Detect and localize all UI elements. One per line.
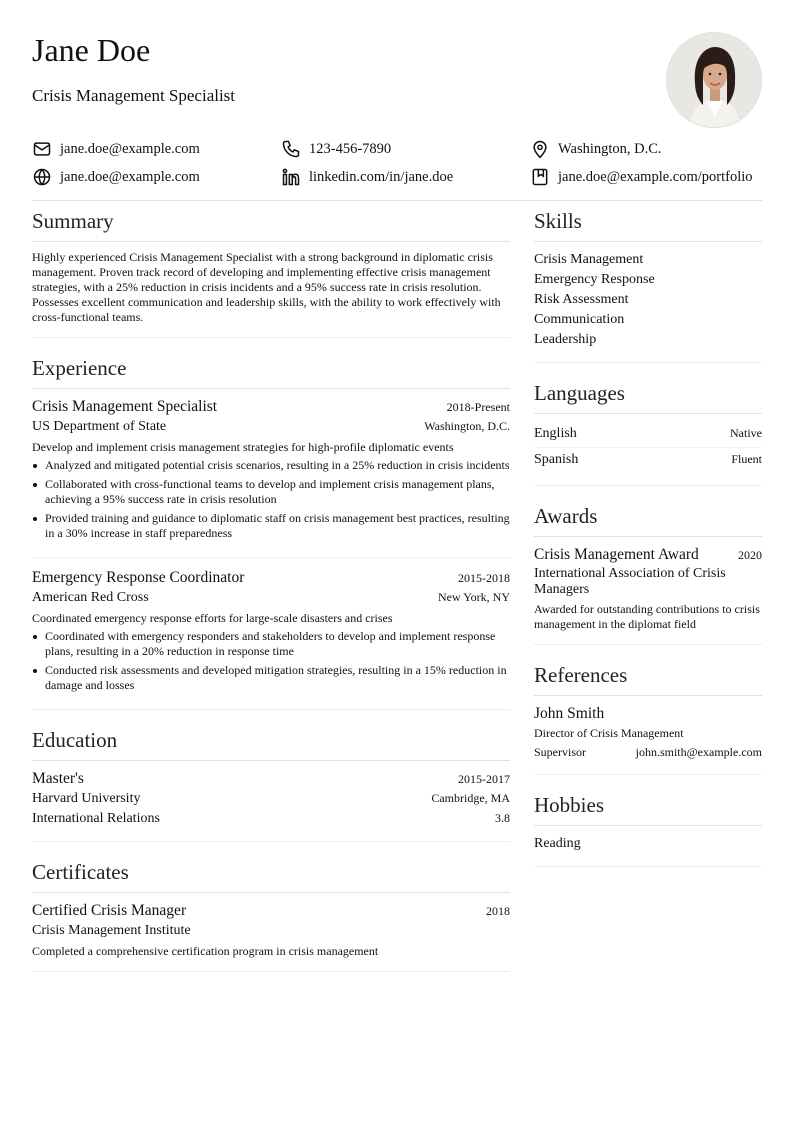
references-heading: References: [534, 659, 762, 696]
summary-heading: Summary: [32, 205, 510, 242]
language-level: Native: [730, 426, 762, 440]
skills-heading: Skills: [534, 205, 762, 242]
experience-entry: [32, 568, 510, 693]
candidate-role: Crisis Management Specialist: [32, 86, 236, 105]
languages-section: [534, 377, 762, 486]
right-column: [534, 205, 762, 881]
experience-heading: Experience: [32, 352, 510, 389]
contact-website[interactable]: [32, 167, 281, 187]
language-row: [534, 448, 762, 473]
certificate-date: 2018: [486, 904, 510, 918]
website-text: jane.doe@example.com: [60, 168, 200, 185]
portfolio-text: jane.doe@example.com/portfolio: [558, 168, 753, 185]
language-level: Fluent: [731, 452, 762, 466]
language-name: Spanish: [534, 452, 579, 467]
candidate-name: Jane Doe: [32, 32, 151, 68]
contact-email[interactable]: [32, 139, 281, 159]
languages-heading: Languages: [534, 377, 762, 414]
contact-list: [32, 135, 762, 191]
left-column: [32, 205, 510, 986]
award-description: Awarded for outstanding contributions to crisis management in the diplomat field: [534, 602, 760, 631]
summary-section: [32, 205, 510, 338]
linkedin-text: linkedin.com/in/jane.doe: [309, 168, 454, 185]
phone-icon: [281, 139, 301, 159]
header-divider: [32, 200, 762, 201]
certificate-issuer: Crisis Management Institute: [32, 923, 191, 938]
job-date: 2015-2018: [458, 571, 510, 585]
degree: Master's: [32, 770, 84, 787]
skill-item: Emergency Response: [534, 272, 655, 287]
profile-photo-illustration: [667, 33, 762, 128]
job-organization: American Red Cross: [32, 590, 149, 605]
profile-photo: [666, 32, 762, 128]
certificates-heading: Certificates: [32, 856, 510, 893]
school-name: Harvard University: [32, 791, 141, 806]
location-pin-icon: [530, 139, 550, 159]
job-bullet: Conducted risk assessments and developed mitigation strategies, resulting in a 15% reduction in damage and losses: [32, 663, 510, 693]
certificate-name: Certified Crisis Manager: [32, 902, 187, 919]
awards-heading: Awards: [534, 500, 762, 537]
contact-phone[interactable]: [281, 139, 530, 159]
job-description: Develop and implement crisis management strategies for high-profile diplomatic events: [32, 440, 454, 454]
certificates-section: [32, 856, 510, 972]
resume-header: [32, 30, 762, 130]
award-name: Crisis Management Award: [534, 546, 699, 563]
reference-email[interactable]: john.smith@example.com: [635, 745, 762, 759]
summary-text: Highly experienced Crisis Management Specialist with a strong background in diplomatic crisis management. Proven track record of developing and implementing effective crisis management strategies, with a 25% reduction in crisis incidents and a 95% success rate in crisis resolution. Possesses excellent communication and leadership skills, with the ability to work effectively with cross-functional teams.: [32, 250, 501, 324]
reference-position: Director of Crisis Management: [534, 726, 684, 740]
reference-relation: Supervisor: [534, 745, 586, 759]
hobbies-section: [534, 789, 762, 867]
job-organization: US Department of State: [32, 419, 167, 434]
job-bullet: Analyzed and mitigated potential crisis scenarios, resulting in a 25% reduction in crisis incidents: [32, 458, 510, 473]
certificate-description: Completed a comprehensive certification program in crisis management: [32, 944, 379, 958]
gpa: 3.8: [495, 811, 510, 825]
skill-item: Crisis Management: [534, 252, 644, 267]
linkedin-icon: [281, 167, 301, 187]
field-of-study: International Relations: [32, 811, 160, 826]
mail-icon: [32, 139, 52, 159]
globe-icon: [32, 167, 52, 187]
education-date: 2015-2017: [458, 772, 510, 786]
contact-portfolio[interactable]: [530, 167, 753, 187]
job-date: 2018-Present: [446, 400, 510, 414]
job-title: Emergency Response Coordinator: [32, 569, 245, 586]
award-organization: International Association of Crisis Managers: [534, 566, 726, 597]
experience-entry: [32, 397, 510, 558]
hobbies-heading: Hobbies: [534, 789, 762, 826]
portfolio-bookmark-icon: [530, 167, 550, 187]
contact-location: [530, 139, 662, 159]
award-date: 2020: [738, 548, 762, 562]
job-bullets: [32, 629, 510, 693]
job-bullets: [32, 458, 510, 541]
contact-linkedin[interactable]: [281, 167, 530, 187]
phone-text: 123-456-7890: [309, 140, 392, 157]
job-description: Coordinated emergency response efforts for large-scale disasters and crises: [32, 611, 393, 625]
language-name: English: [534, 426, 577, 441]
skill-item: Communication: [534, 312, 625, 327]
experience-section: [32, 352, 510, 710]
job-bullet: Collaborated with cross-functional teams to develop and implement crisis management plans, achieving a 95% success rate in crisis resolution: [32, 477, 510, 507]
skill-item: Risk Assessment: [534, 292, 629, 307]
references-section: [534, 659, 762, 775]
job-location: Washington, D.C.: [424, 419, 510, 433]
email-text: jane.doe@example.com: [60, 140, 200, 157]
school-location: Cambridge, MA: [431, 791, 510, 805]
awards-section: [534, 500, 762, 645]
job-bullet: Provided training and guidance to diplomatic staff on crisis management best practices, resulting in a 30% increase in staff preparedness: [32, 511, 510, 541]
skills-section: [534, 205, 762, 363]
reference-name: John Smith: [534, 705, 605, 722]
education-section: [32, 724, 510, 842]
skill-item: Leadership: [534, 332, 597, 347]
education-heading: Education: [32, 724, 510, 761]
job-bullet: Coordinated with emergency responders and stakeholders to develop and implement response plans, resulting in a 20% reduction in response time: [32, 629, 510, 659]
job-location: New York, NY: [437, 590, 510, 604]
location-text: Washington, D.C.: [558, 140, 662, 157]
language-row: [534, 422, 762, 448]
hobby-item: Reading: [534, 836, 581, 851]
job-title: Crisis Management Specialist: [32, 398, 218, 415]
